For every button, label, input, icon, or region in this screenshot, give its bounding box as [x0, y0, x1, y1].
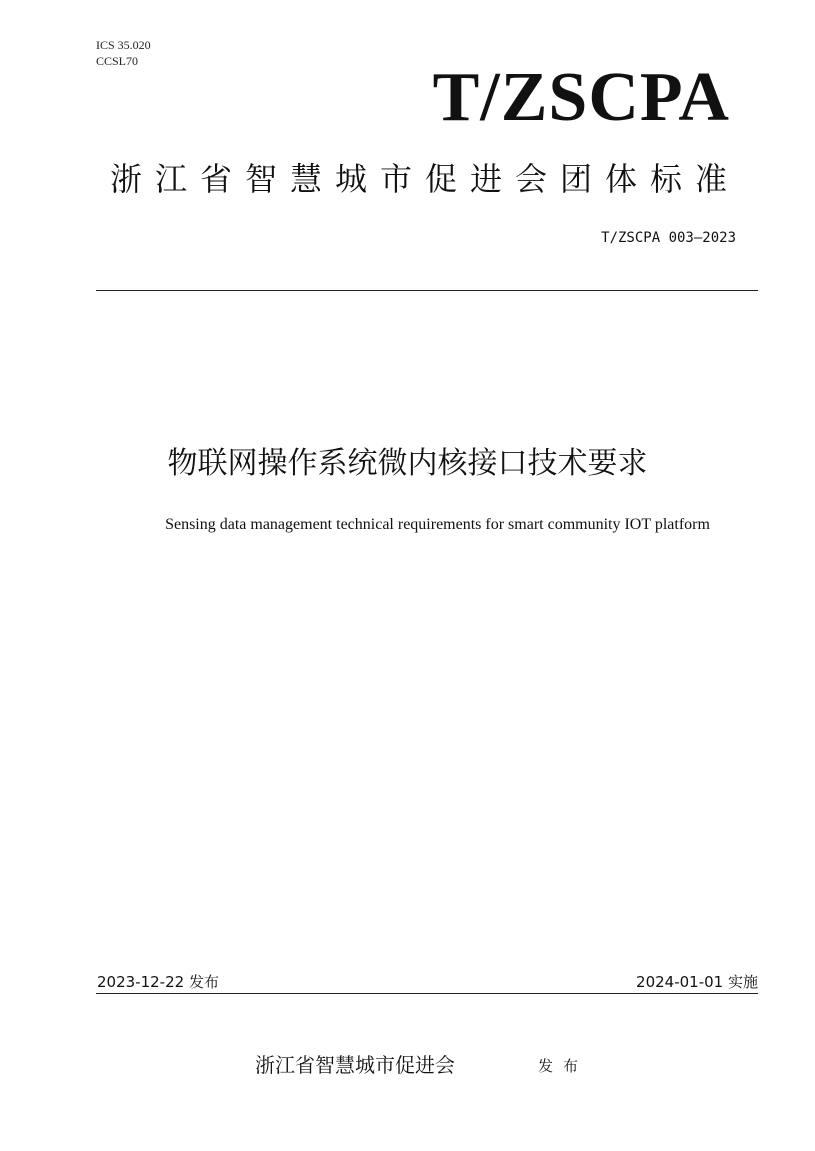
publisher-name: 浙江省智慧城市促进会: [255, 1053, 455, 1077]
standard-logo: T/ZSCPA: [432, 59, 730, 136]
issue-date: 2023-12-22 发布: [97, 973, 219, 991]
organization-standard-title: 浙江省智慧城市促进会团体标准: [109, 160, 740, 198]
implementation-date: 2024-01-01 实施: [636, 973, 758, 991]
document-title-chinese: 物联网操作系统微内核接口技术要求: [167, 446, 648, 481]
ics-code: ICS 35.020: [96, 38, 151, 52]
top-divider: [96, 290, 758, 291]
publish-label: 发布: [538, 1057, 589, 1075]
document-title-english: Sensing data management technical requirements for smart community IOT platform: [165, 516, 710, 533]
standard-number: T/ZSCPA 003—2023: [601, 230, 736, 246]
ccs-code: CCSL70: [96, 54, 139, 68]
bottom-divider: [96, 993, 758, 994]
